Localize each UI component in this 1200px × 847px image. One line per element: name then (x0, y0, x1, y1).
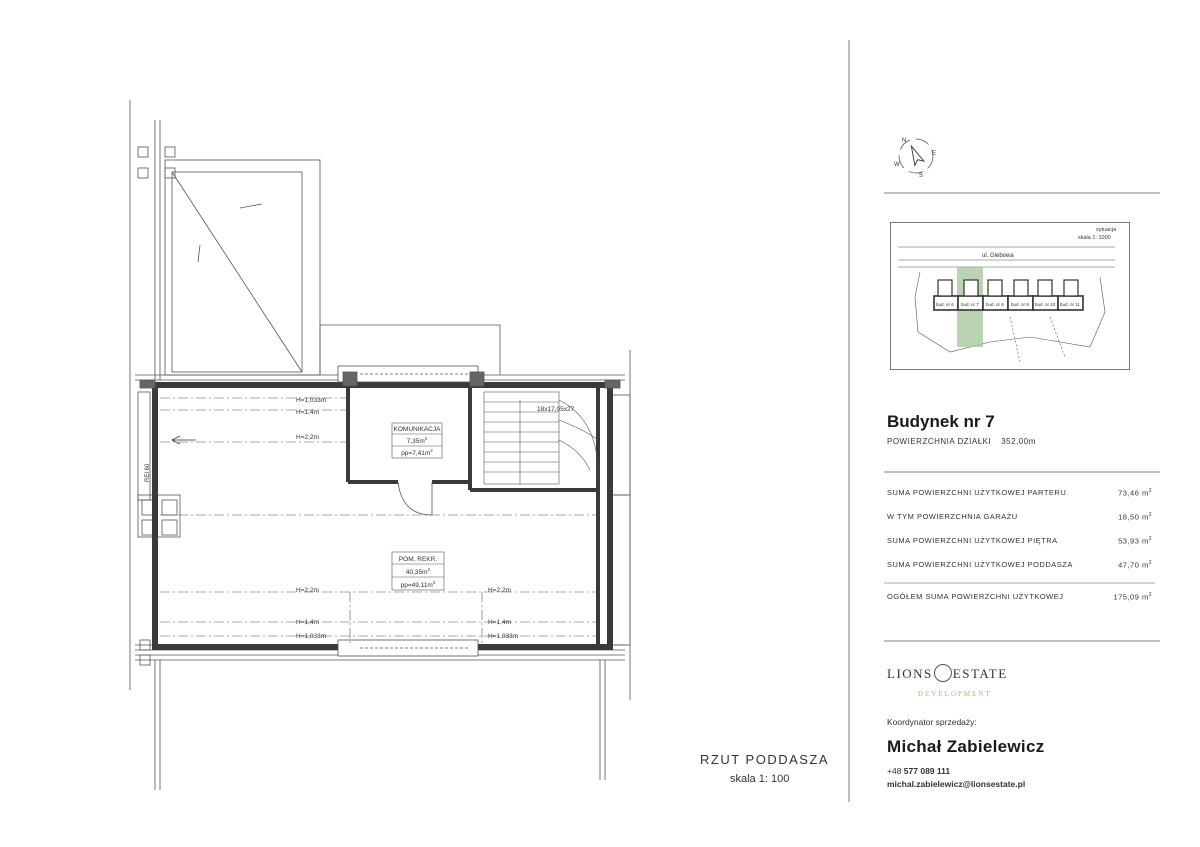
plan-title: RZUT PODDASZA (700, 752, 830, 767)
contact-name: Michał Zabielewicz (887, 737, 1045, 756)
lion-icon (934, 664, 952, 682)
total-value: 175,09 $m^2$ (1113, 592, 1152, 602)
area-value: 73,46 $m^2$ (1118, 488, 1152, 498)
compass-w: W (894, 162, 900, 168)
height-label: H=2,2m (488, 587, 511, 594)
site-scale-label: sytuacja (1096, 227, 1117, 233)
area-row (887, 512, 1152, 522)
site-building-label: bud. nr 11 (1060, 302, 1080, 307)
rei-label: REI 60 (145, 463, 151, 482)
area-label: SUMA POWIERZCHNI UŻYTKOWEJ PARTERU (887, 488, 1067, 497)
plan-scale: skala 1: 100 (730, 773, 790, 785)
compass-e: E (932, 151, 937, 157)
site-scale: skala 1: 1000 (1078, 235, 1111, 241)
site-building-label: bud. nr 7 (961, 302, 979, 307)
height-label: H=2,2m (296, 587, 319, 594)
total-label: OGÓŁEM SUMA POWIERZCHNI UŻYTKOWEJ (887, 592, 1064, 601)
height-label: H=1,4m (488, 619, 511, 626)
plot-label: POWIERZCHNIA DZIAŁKI (887, 437, 992, 446)
area-value: 47,70 $m^2$ (1118, 560, 1152, 570)
compass-s: S (919, 173, 924, 179)
compass-icon (893, 133, 939, 179)
plot-area (887, 437, 1036, 446)
plot-value: 352,00m (1001, 437, 1036, 446)
height-label: H=1,033m (488, 633, 519, 640)
company-logo: LIONS ESTATE (887, 666, 1008, 681)
contact-email[interactable]: michal.zabielewicz@lionsestate.pl (887, 779, 1026, 789)
street-label: ul. Glebowa (982, 253, 1014, 259)
room-area: $40,35m^2$ (405, 567, 431, 576)
room-pp: $pp=7,41m^2$ (401, 448, 433, 457)
site-building-label: bud. nr 9 (1011, 302, 1029, 307)
contact-phone: +48 577 089 111 (887, 766, 951, 776)
site-building-label: bud. nr 8 (986, 302, 1004, 307)
site-building-label: bud. nr 6 (936, 302, 954, 307)
room-name: KOMUNIKACJA (393, 426, 441, 433)
height-label: H=1,4m (296, 619, 319, 626)
height-label: H=1,4m (296, 409, 319, 416)
room-name: POM. REKR. (398, 556, 438, 563)
height-label: H=1,033m (296, 397, 327, 404)
contact-label: Koordynator sprzedaży: (887, 717, 977, 727)
room-area: $7,35m^2$ (406, 436, 428, 445)
stairs-label: 18x17,05x27 (537, 406, 575, 413)
height-label: H=2,2m (296, 434, 319, 441)
building-name: Budynek nr 7 (887, 412, 995, 431)
total-area-row (887, 592, 1152, 602)
room-pp: $pp=49,11m^2$ (400, 580, 436, 589)
compass-n: N (902, 138, 907, 144)
area-row (887, 560, 1152, 570)
site-map (890, 222, 1130, 370)
area-label: SUMA POWIERZCHNI UŻYTKOWEJ PIĘTRA (887, 536, 1058, 545)
area-label: W TYM POWIERZCHNIA GARAŻU (887, 512, 1018, 521)
site-building-label: bud. nr 10 (1035, 302, 1056, 307)
company-logo-sub: DEVELOPMENT (918, 690, 992, 698)
area-row (887, 536, 1152, 546)
area-value: 53,93 $m^2$ (1118, 536, 1152, 546)
area-value: 18,50 $m^2$ (1118, 512, 1152, 522)
area-row (887, 488, 1152, 498)
height-label: H=1,033m (296, 633, 327, 640)
area-label: SUMA POWIERZCHNI UŻYTKOWEJ PODDASZA (887, 560, 1073, 569)
